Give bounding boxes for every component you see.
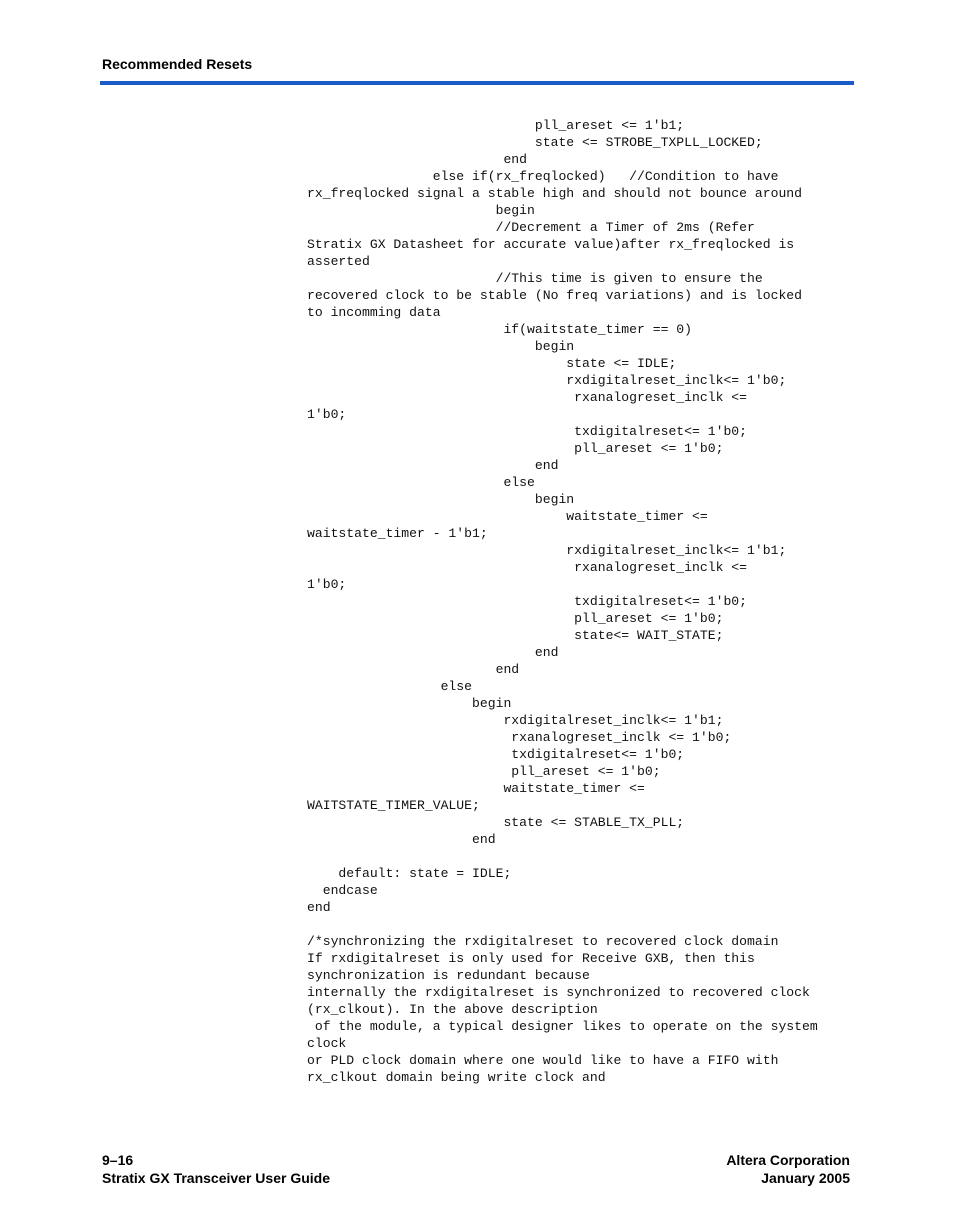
code-line: begin [307, 492, 575, 507]
code-line: of the module, a typical designer likes to operate on the system [307, 1019, 818, 1034]
code-line: end [307, 832, 496, 847]
code-line: rx_clkout domain being write clock and [307, 1070, 606, 1085]
code-line: //Decrement a Timer of 2ms (Refer [307, 220, 755, 235]
code-line [307, 916, 857, 933]
code-line: state <= STABLE_TX_PLL; [307, 815, 685, 830]
code-line: rxanalogreset_inclk <= 1'b0; [307, 730, 732, 745]
code-line: /*synchronizing the rxdigitalreset to recovered clock domain [307, 934, 779, 949]
code-line: //This time is given to ensure the [307, 271, 763, 286]
code-line: rxanalogreset_inclk <= [307, 560, 748, 575]
code-line: else [307, 475, 535, 490]
code-line: Stratix GX Datasheet for accurate value)after rx_freqlocked is [307, 237, 795, 252]
publication-date: January 2005 [761, 1170, 850, 1186]
code-line: pll_areset <= 1'b0; [307, 611, 724, 626]
code-line: internally the rxdigitalreset is synchronized to recovered clock [307, 985, 810, 1000]
book-title: Stratix GX Transceiver User Guide [102, 1170, 330, 1186]
code-line: end [307, 900, 331, 915]
code-line: else [307, 679, 473, 694]
code-line: waitstate_timer <= [307, 509, 708, 524]
code-line: end [307, 458, 559, 473]
code-line: state <= IDLE; [307, 356, 677, 371]
code-line: recovered clock to be stable (No freq variations) and is locked [307, 288, 803, 303]
code-line: pll_areset <= 1'b0; [307, 441, 724, 456]
code-line: begin [307, 203, 535, 218]
code-line: 1'b0; [307, 577, 347, 592]
running-head-title: Recommended Resets [102, 56, 253, 72]
code-line: state<= WAIT_STATE; [307, 628, 724, 643]
code-line [307, 848, 857, 865]
page-number: 9–16 [102, 1152, 134, 1168]
footer-left [102, 1151, 330, 1187]
code-line: default: state = IDLE; [307, 866, 512, 881]
code-line: WAITSTATE_TIMER_VALUE; [307, 798, 480, 813]
code-line: endcase [307, 883, 378, 898]
code-line: begin [307, 339, 575, 354]
code-line: asserted [307, 254, 370, 269]
company-name: Altera Corporation [726, 1152, 850, 1168]
code-line: rxdigitalreset_inclk<= 1'b1; [307, 713, 724, 728]
code-line: clock [307, 1036, 347, 1051]
footer-right [726, 1151, 850, 1187]
code-line: rxanalogreset_inclk <= [307, 390, 748, 405]
code-line: txdigitalreset<= 1'b0; [307, 424, 748, 439]
code-line: else if(rx_freqlocked) //Condition to have [307, 169, 779, 184]
code-line: waitstate_timer <= [307, 781, 645, 796]
code-line: end [307, 152, 528, 167]
code-line: (rx_clkout). In the above description [307, 1002, 598, 1017]
code-line: 1'b0; [307, 407, 347, 422]
code-line: txdigitalreset<= 1'b0; [307, 594, 748, 609]
code-line: to incomming data [307, 305, 441, 320]
code-line: rxdigitalreset_inclk<= 1'b1; [307, 543, 787, 558]
code-line: synchronization is redundant because [307, 968, 590, 983]
code-line: or PLD clock domain where one would like to have a FIFO with [307, 1053, 779, 1068]
code-line: if(waitstate_timer == 0) [307, 322, 693, 337]
code-line: rx_freqlocked signal a stable high and should not bounce around [307, 186, 803, 201]
code-line: waitstate_timer - 1'b1; [307, 526, 488, 541]
code-line: end [307, 645, 559, 660]
code-line: state <= STROBE_TXPLL_LOCKED; [307, 135, 763, 150]
code-line: begin [307, 696, 512, 711]
code-line: pll_areset <= 1'b0; [307, 764, 661, 779]
code-line: rxdigitalreset_inclk<= 1'b0; [307, 373, 787, 388]
code-line: pll_areset <= 1'b1; [307, 118, 685, 133]
header-rule [100, 81, 854, 85]
code-line: end [307, 662, 520, 677]
code-listing [307, 117, 857, 1086]
code-line: If rxdigitalreset is only used for Receive GXB, then this [307, 951, 755, 966]
code-line: txdigitalreset<= 1'b0; [307, 747, 685, 762]
